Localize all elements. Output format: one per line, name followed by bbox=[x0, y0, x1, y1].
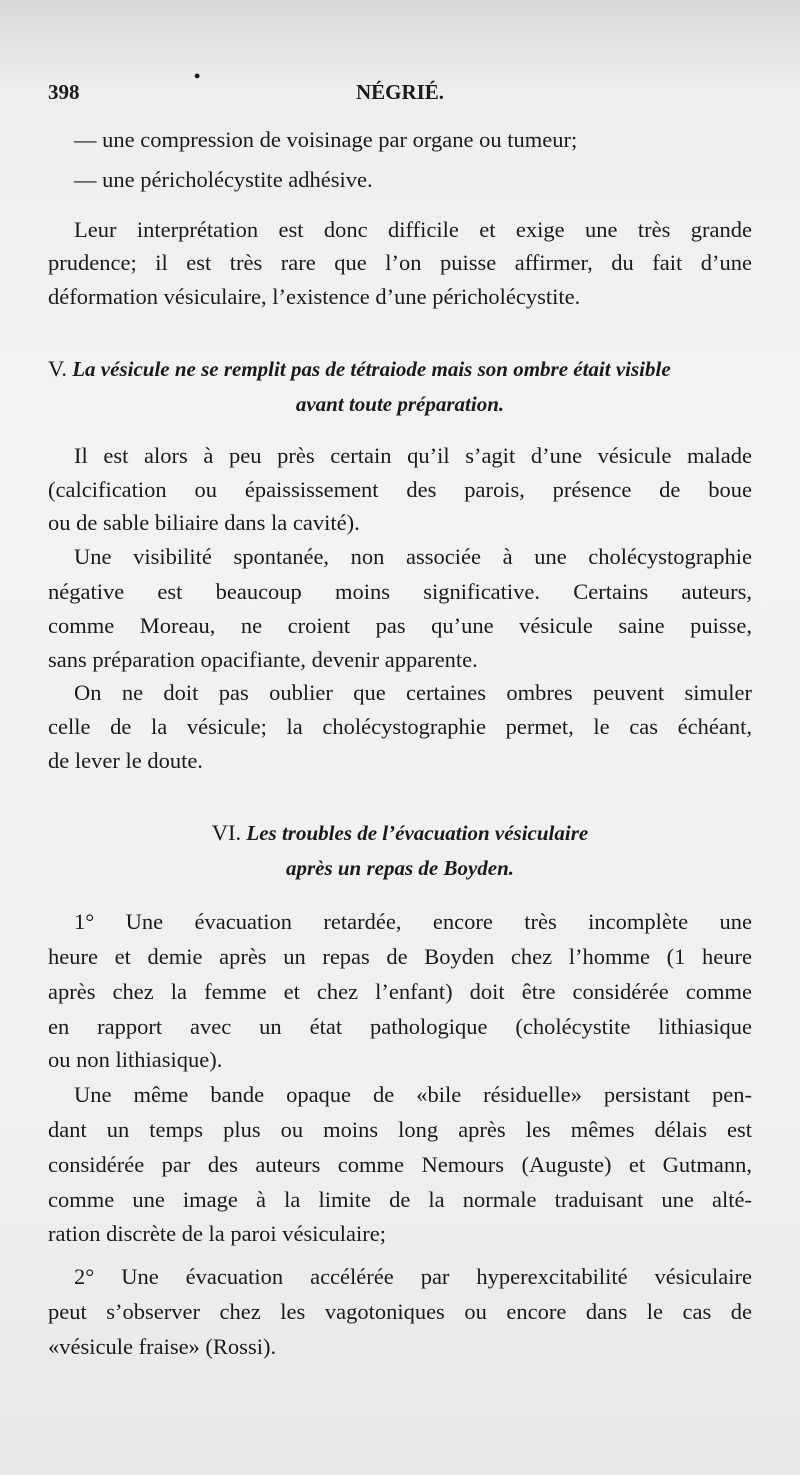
paragraph-line: prudence; il est très rare que l’on puisse affirmer, du fait d’une bbox=[48, 250, 752, 275]
section-vi-title-line1: Les troubles de l’évacuation vésiculaire bbox=[246, 821, 589, 845]
paragraph-line: Il est alors à peu près certain qu’il s’agit d’une vésicule malade bbox=[74, 443, 752, 468]
paragraph-line: ou de sable biliaire dans la cavité). bbox=[48, 510, 360, 535]
header-dot: • bbox=[194, 66, 201, 86]
paragraph-line: comme une image à la limite de la normale traduisant une alté- bbox=[48, 1187, 752, 1212]
paragraph-line: en rapport avec un état pathologique (cholécystite lithiasique bbox=[48, 1014, 752, 1039]
paragraph-line: Une visibilité spontanée, non associée à une cholécystographie bbox=[74, 544, 752, 569]
paragraph-line: sans préparation opacifiante, devenir apparente. bbox=[48, 647, 478, 672]
paragraph-line: «vésicule fraise» (Rossi). bbox=[48, 1334, 277, 1359]
page-header bbox=[48, 66, 752, 110]
paragraph-line: dant un temps plus ou moins long après les mêmes délais est bbox=[48, 1117, 752, 1142]
paragraph-line: comme Moreau, ne croient pas qu’une vésicule saine puisse, bbox=[48, 613, 752, 638]
paragraph-line: peut s’observer chez les vagotoniques ou encore dans le cas de bbox=[48, 1299, 752, 1324]
section-v-heading bbox=[48, 354, 671, 384]
paragraph-line: 1° Une évacuation retardée, encore très incomplète une bbox=[74, 909, 752, 934]
paragraph-line: On ne doit pas oublier que certaines ombres peuvent simuler bbox=[74, 680, 752, 705]
paragraph-line: 2° Une évacuation accélérée par hyperexcitabilité vésiculaire bbox=[74, 1264, 752, 1289]
section-v-title-line2: avant toute préparation. bbox=[295, 392, 505, 416]
paragraph-line: considérée par des auteurs comme Nemours (Auguste) et Gutmann, bbox=[48, 1152, 752, 1177]
paragraph-line: de lever le doute. bbox=[48, 748, 203, 773]
paragraph-line: ration discrète de la paroi vésiculaire; bbox=[48, 1221, 386, 1246]
section-v-numeral: V. bbox=[48, 356, 67, 381]
running-head: NÉGRIÉ. bbox=[355, 80, 445, 104]
paragraph-line: Une même bande opaque de «bile résiduelle» persistant pen- bbox=[74, 1082, 752, 1107]
list-item: — une péricholécystite adhésive. bbox=[74, 167, 373, 192]
paragraph-line: heure et demie après un repas de Boyden chez l’homme (1 heure bbox=[48, 944, 752, 969]
list-item: — une compression de voisinage par organe ou tumeur; bbox=[74, 127, 578, 152]
paragraph-line: Leur interprétation est donc difficile et exige une très grande bbox=[74, 217, 752, 242]
paragraph-line: celle de la vésicule; la cholécystographie permet, le cas échéant, bbox=[48, 714, 752, 739]
section-vi-heading bbox=[0, 818, 800, 848]
section-v-title-line1: La vésicule ne se remplit pas de tétraiode mais son ombre était visible bbox=[72, 357, 671, 381]
paragraph-line: négative est beaucoup moins significative. Certains auteurs, bbox=[48, 579, 752, 604]
paragraph-line: ou non lithiasique). bbox=[48, 1047, 223, 1072]
page-number: 398 bbox=[48, 80, 80, 104]
section-vi-numeral: VI. bbox=[211, 820, 242, 845]
paragraph-line: après chez la femme et chez l’enfant) doit être considérée comme bbox=[48, 979, 752, 1004]
paragraph-line: (calcification ou épaississement des parois, présence de boue bbox=[48, 477, 752, 502]
section-vi-title-line2: après un repas de Boyden. bbox=[285, 856, 515, 880]
paragraph-line: déformation vésiculaire, l’existence d’une péricholécystite. bbox=[48, 284, 581, 309]
